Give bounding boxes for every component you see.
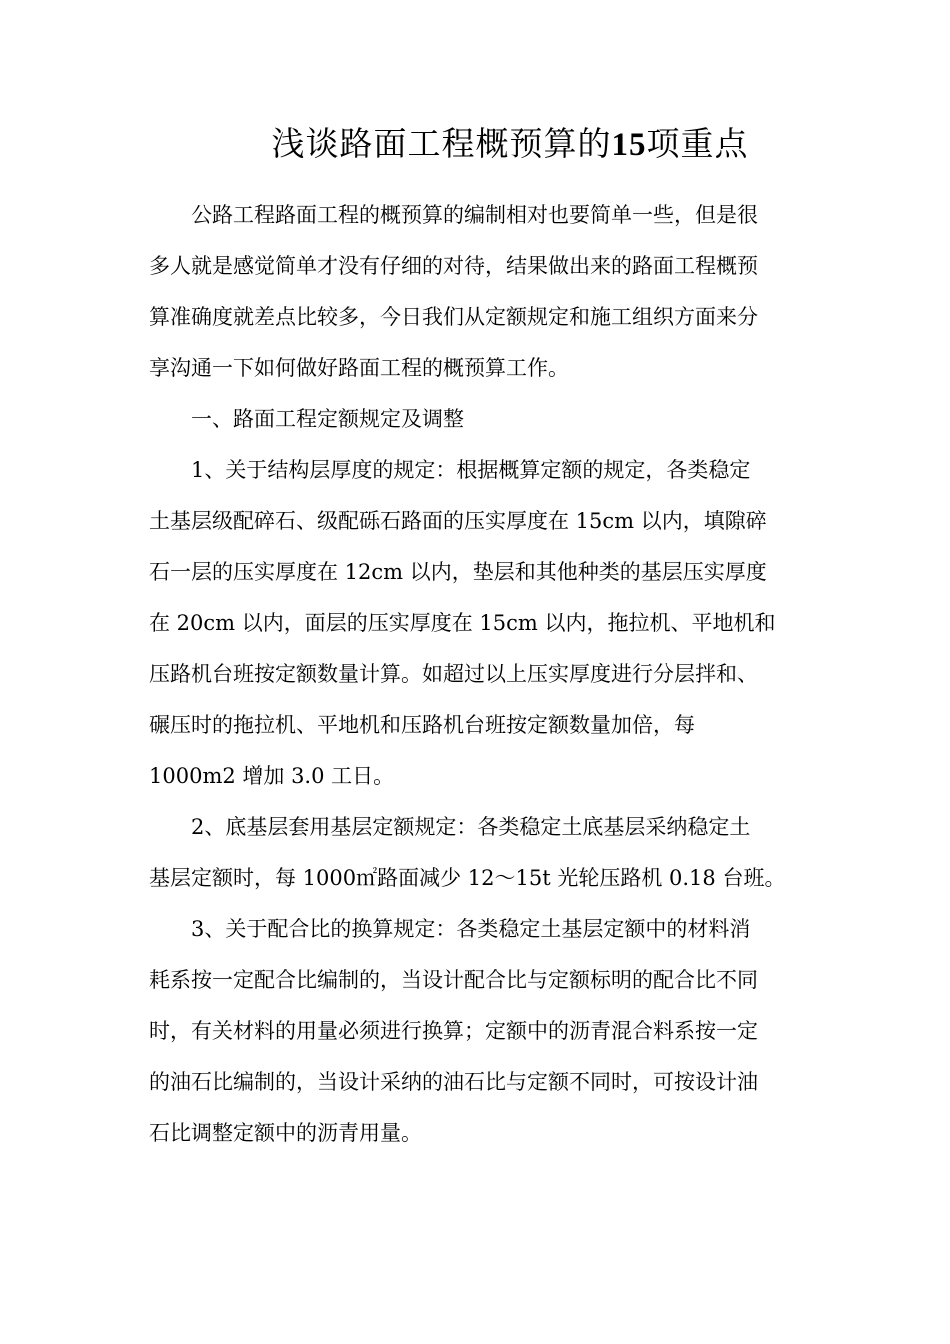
- text-line: 2、底基层套用基层定额规定：各类稳定土底基层采纳稳定土: [191, 815, 751, 839]
- text-line: 享沟通一下如何做好路面工程的概预算工作。: [149, 356, 569, 380]
- text-line: 3、关于配合比的换算规定：各类稳定土基层定额中的材料消: [191, 917, 751, 941]
- text-line: 1000m2 增加 3.0 工日。: [149, 764, 395, 788]
- title-suffix: 项重点: [646, 124, 749, 163]
- text-line: 石一层的压实厚度在 12cm 以内，垫层和其他种类的基层压实厚度: [149, 560, 767, 584]
- document-body: [149, 190, 801, 1159]
- text-line: 1、关于结构层厚度的规定：根据概算定额的规定，各类稳定: [191, 458, 751, 482]
- text-line: 多人就是感觉简单才没有仔细的对待，结果做出来的路面工程概预: [149, 254, 758, 278]
- paragraph-item-2: [149, 802, 801, 904]
- text-line: 的油石比编制的，当设计采纳的油石比与定额不同时，可按设计油: [149, 1070, 758, 1094]
- text-line: 压路机台班按定额数量计算。如超过以上压实厚度进行分层拌和、: [149, 662, 758, 686]
- title-prefix: 浅谈路面工程概预算的: [271, 124, 612, 163]
- text-line: 时，有关材料的用量必须进行换算；定额中的沥青混合料系按一定: [149, 1019, 758, 1043]
- paragraph-item-3: [149, 904, 801, 1159]
- text-line: 碾压时的拖拉机、平地机和压路机台班按定额数量加倍，每: [149, 713, 695, 737]
- section-heading: [149, 394, 801, 445]
- paragraph-item-1: [149, 445, 801, 802]
- document-title: [150, 118, 870, 171]
- text-line: 算准确度就差点比较多，今日我们从定额规定和施工组织方面来分: [149, 305, 758, 329]
- text-line: 基层定额时，每 1000㎡路面减少 12～15t 光轮压路机 0.18 台班。: [149, 866, 786, 890]
- text-line: 公路工程路面工程的概预算的编制相对也要简单一些，但是很: [191, 203, 758, 227]
- text-line: 在 20cm 以内，面层的压实厚度在 15cm 以内，拖拉机、平地机和: [149, 611, 776, 635]
- section-heading-text: 一、路面工程定额规定及调整: [191, 407, 464, 431]
- title-number: 15: [611, 127, 647, 163]
- text-line: 耗系按一定配合比编制的，当设计配合比与定额标明的配合比不同: [149, 968, 758, 992]
- paragraph-intro: [149, 190, 801, 394]
- text-line: 土基层级配碎石、级配砾石路面的压实厚度在 15cm 以内，填隙碎: [149, 509, 767, 533]
- text-line: 石比调整定额中的沥青用量。: [149, 1121, 422, 1145]
